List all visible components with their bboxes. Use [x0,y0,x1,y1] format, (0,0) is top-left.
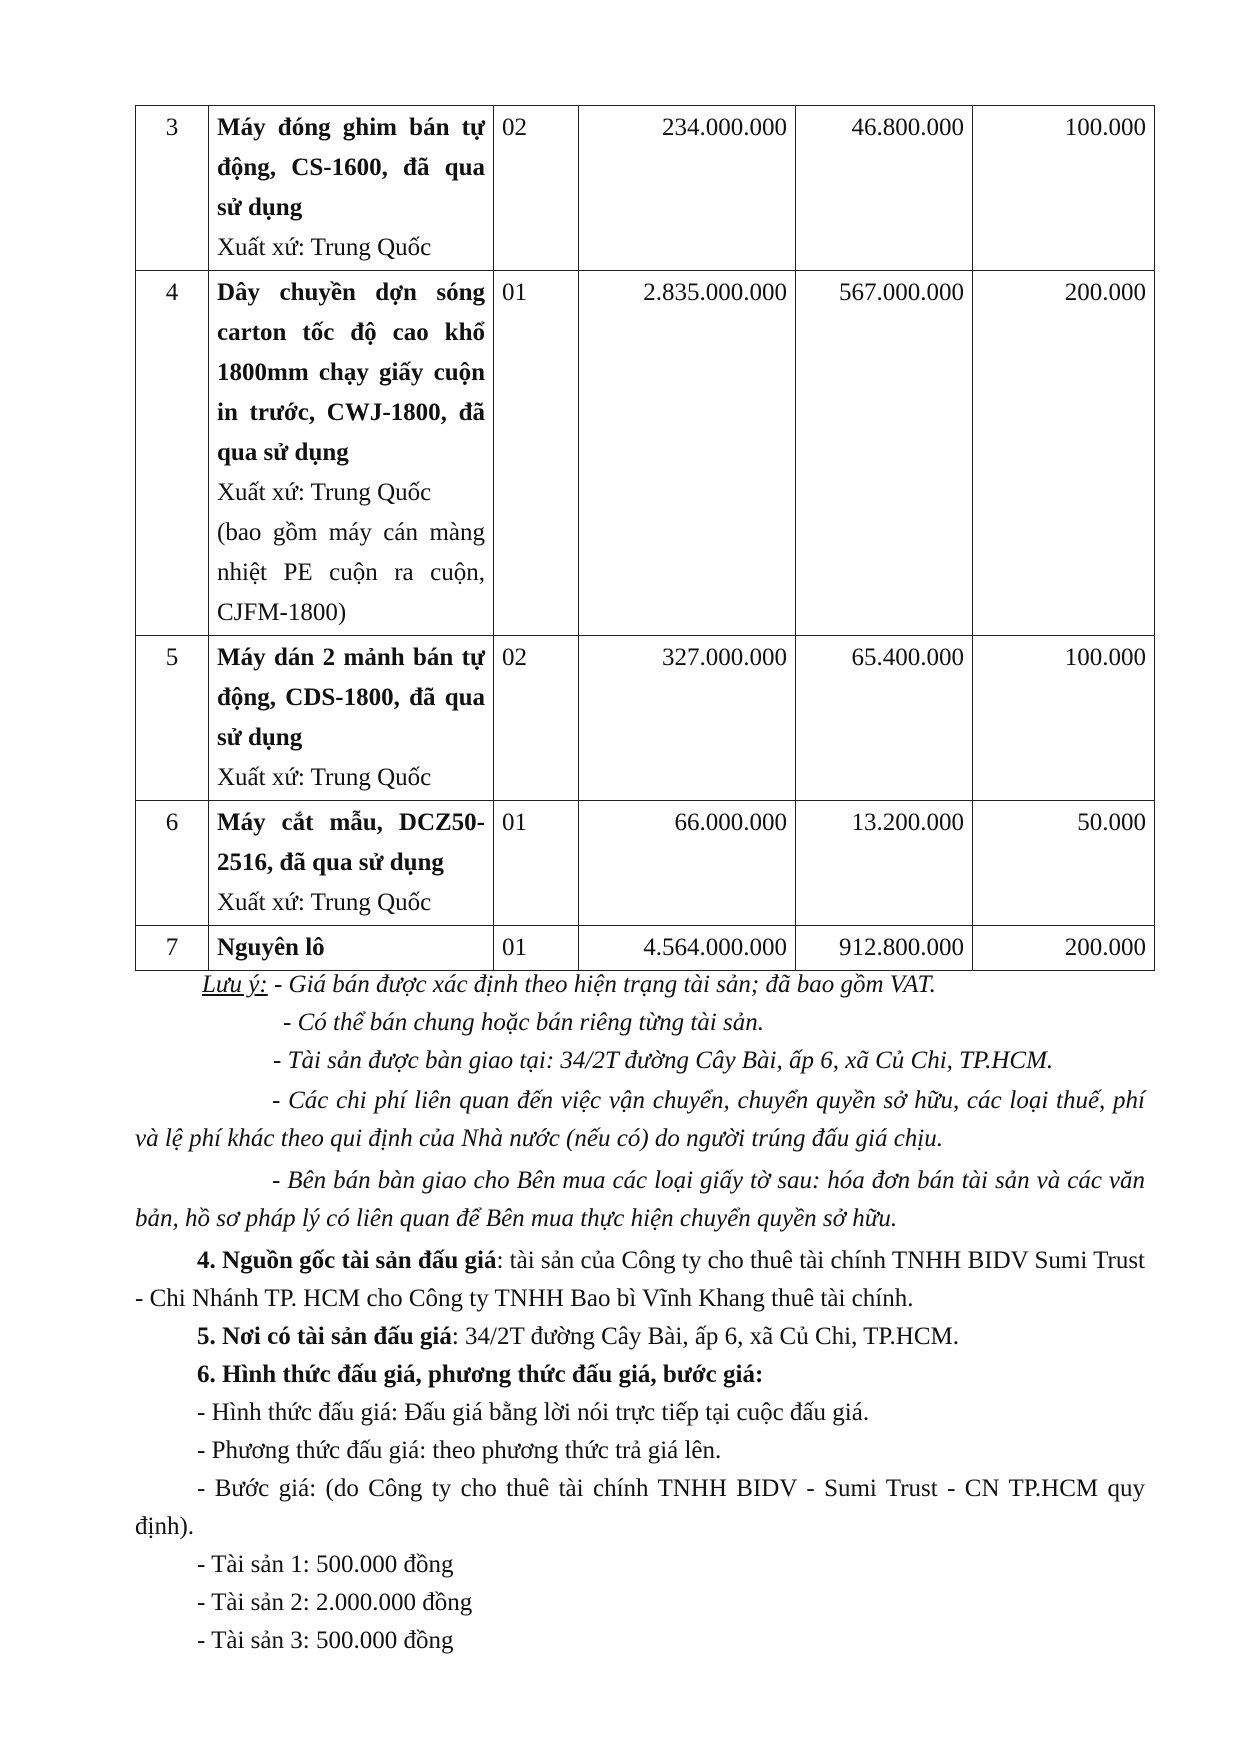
note-label: Lưu ý: [202,971,268,998]
section-6-item-1: - Hình thức đấu giá: Đấu giá bằng lời nói trực tiếp tại cuộc đấu giá. [197,1399,870,1426]
table-row [136,271,1155,636]
note-line-4: - Các chi phí liên quan đến việc vận chuyển, chuyển quyền sở hữu, các loại thuế, phí và lệ phí khác theo qui định của Nhà nước (nếu có) do người trúng đấu giá chịu. [135,1087,1145,1152]
note-line-1: Lưu ý: - Giá bán được xác định theo hiện trạng tài sản; đã bao gồm VAT. [202,971,936,998]
asset-detail: Xuất xứ: Trung Quốc [217,479,432,506]
asset-name: Dây chuyền dợn sóng carton tốc độ cao khổ 1800mm chạy giấy cuộn in trước, CWJ-1800, đã qua sử dụng [217,279,485,466]
row-number: 5 [136,636,209,801]
row-number: 6 [136,801,209,926]
asset-deposit: 46.800.000 [796,106,973,271]
section-6-title: 6. Hình thức đấu giá, phương thức đấu giá, bước giá: [197,1361,764,1388]
section-5-title: 5. Nơi có tài sản đấu giá [197,1323,452,1350]
asset-quantity: 02 [494,636,579,801]
asset-deposit: 13.200.000 [796,801,973,926]
asset-name: Máy dán 2 mảnh bán tự động, CDS-1800, đã qua sử dụng [217,644,485,751]
asset-quantity: 02 [494,106,579,271]
row-number: 3 [136,106,209,271]
asset-detail: Xuất xứ: Trung Quốc [217,234,432,261]
asset-step: 200.000 [973,926,1155,971]
notes-section [135,966,1145,1660]
asset-step-3: - Tài sản 3: 500.000 đồng [197,1627,454,1654]
asset-description [209,636,494,801]
asset-price: 234.000.000 [579,106,796,271]
asset-price: 327.000.000 [579,636,796,801]
asset-table [135,105,1155,971]
section-6-item-2: - Phương thức đấu giá: theo phương thức trả giá lên. [197,1437,722,1464]
note-line-5: - Bên bán bàn giao cho Bên mua các loại giấy tờ sau: hóa đơn bán tài sản và các văn bản, hồ sơ pháp lý có liên quan để Bên mua thực hiện chuyển quyền sở hữu. [135,1167,1145,1232]
table-row [136,801,1155,926]
row-number: 7 [136,926,209,971]
table-row [136,926,1155,971]
note-line-2: - Có thể bán chung hoặc bán riêng từng tài sản. [283,1009,764,1036]
asset-quantity: 01 [494,801,579,926]
row-number: 4 [136,271,209,636]
asset-step-1: - Tài sản 1: 500.000 đồng [197,1551,454,1578]
asset-price: 2.835.000.000 [579,271,796,636]
asset-name: Máy cắt mẫu, DCZ50-2516, đã qua sử dụng [217,809,485,876]
asset-deposit: 65.400.000 [796,636,973,801]
asset-description [209,106,494,271]
asset-deposit: 912.800.000 [796,926,973,971]
section-4: 4. Nguồn gốc tài sản đấu giá: tài sản của Công ty cho thuê tài chính TNHH BIDV Sumi Trust - Chi Nhánh TP. HCM cho Công ty TNHH Bao bì Vĩnh Khang thuê tài chính. [135,1247,1145,1312]
asset-price: 66.000.000 [579,801,796,926]
table-row [136,636,1155,801]
asset-detail: (bao gồm máy cán màng nhiệt PE cuộn ra cuộn, CJFM-1800) [217,519,485,626]
asset-quantity: 01 [494,926,579,971]
asset-step: 100.000 [973,106,1155,271]
asset-price: 4.564.000.000 [579,926,796,971]
note-line-3: - Tài sản được bàn giao tại: 34/2T đường Cây Bài, ấp 6, xã Củ Chi, TP.HCM. [273,1047,1054,1074]
asset-name: Nguyên lô [217,934,325,961]
asset-description [209,801,494,926]
asset-description [209,271,494,636]
section-4-title: 4. Nguồn gốc tài sản đấu giá [197,1247,497,1274]
asset-quantity: 01 [494,271,579,636]
asset-description [209,926,494,971]
asset-name: Máy đóng ghim bán tự động, CS-1600, đã qua sử dụng [217,114,485,221]
table-row [136,106,1155,271]
asset-detail: Xuất xứ: Trung Quốc [217,764,432,791]
asset-step: 50.000 [973,801,1155,926]
section-5: 5. Nơi có tài sản đấu giá: 34/2T đường Cây Bài, ấp 6, xã Củ Chi, TP.HCM. [197,1323,959,1350]
asset-step-2: - Tài sản 2: 2.000.000 đồng [197,1589,473,1616]
asset-deposit: 567.000.000 [796,271,973,636]
asset-detail: Xuất xứ: Trung Quốc [217,889,432,916]
asset-step: 200.000 [973,271,1155,636]
section-6-step: - Bước giá: (do Công ty cho thuê tài chính TNHH BIDV - Sumi Trust - CN TP.HCM quy định). [135,1475,1145,1540]
asset-step: 100.000 [973,636,1155,801]
